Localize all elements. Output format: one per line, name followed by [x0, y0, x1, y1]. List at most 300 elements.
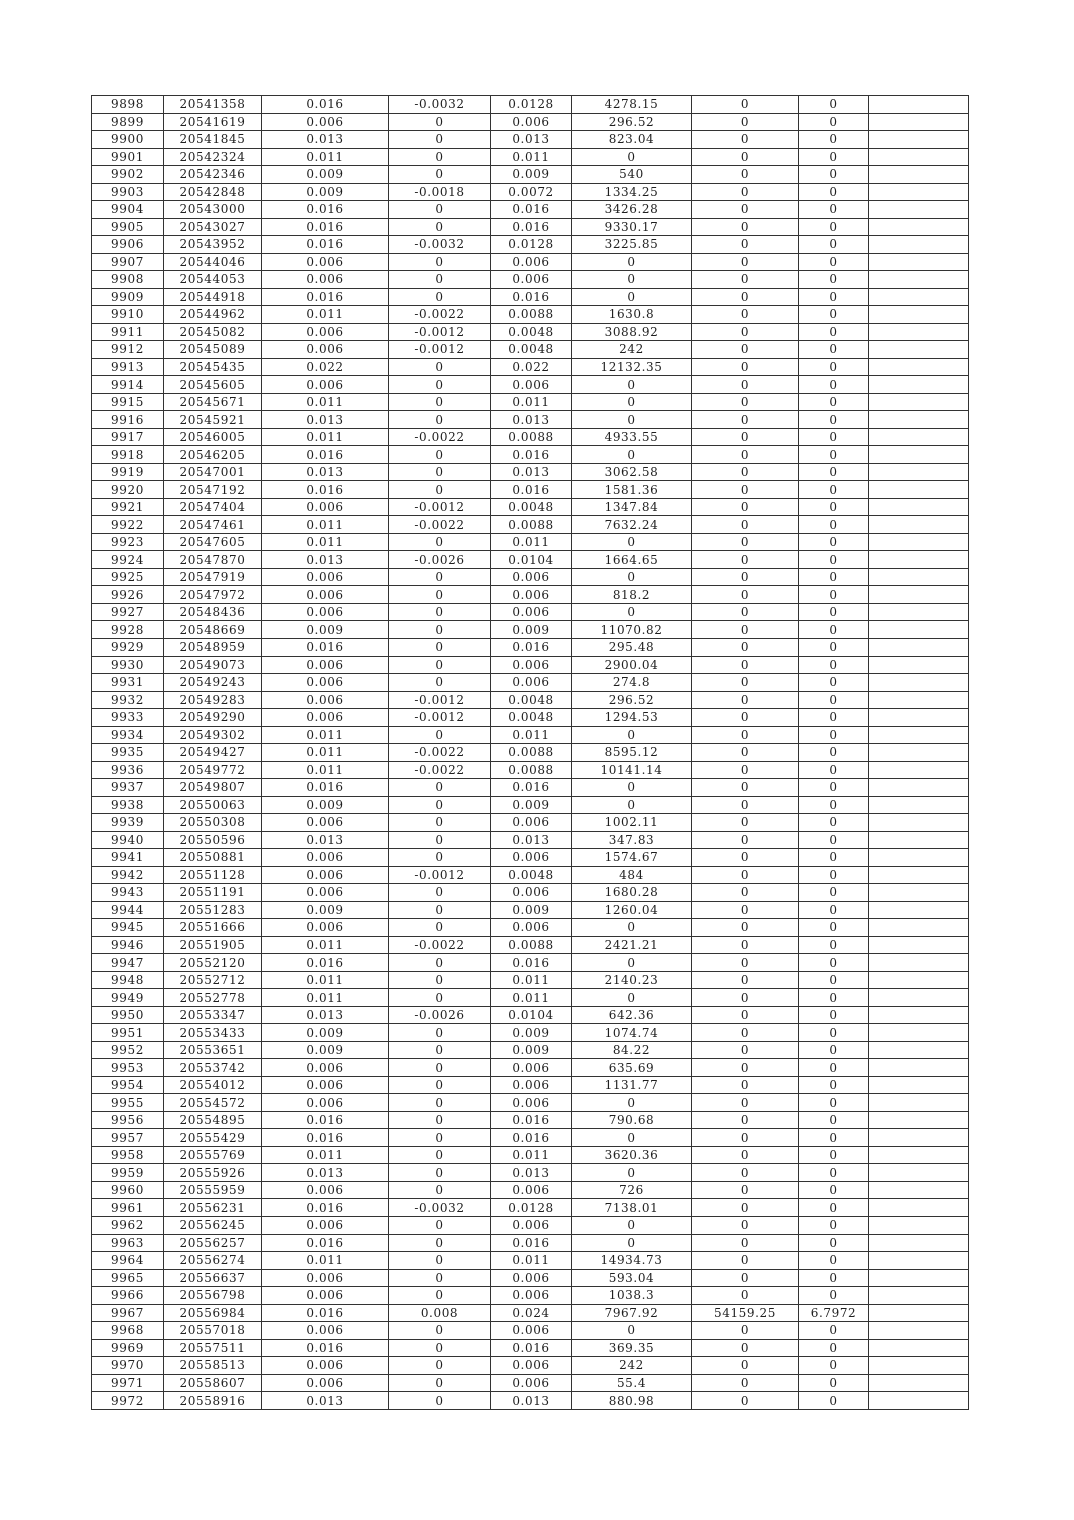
table-cell: 20549807: [164, 779, 262, 797]
table-cell: 0.006: [262, 568, 389, 586]
table-cell: 0: [572, 533, 692, 551]
table-cell: [869, 1374, 969, 1392]
table-cell: [869, 1094, 969, 1112]
table-cell: 0: [799, 113, 869, 131]
table-cell: 0: [389, 1181, 491, 1199]
table-cell: 0: [389, 376, 491, 394]
table-row: [92, 1006, 969, 1024]
table-cell: 20554012: [164, 1076, 262, 1094]
table-cell: 0.006: [491, 253, 572, 271]
table-cell: 0: [799, 691, 869, 709]
table-cell: 0: [692, 1146, 799, 1164]
table-cell: 0: [692, 621, 799, 639]
table-cell: 9959: [92, 1164, 164, 1182]
table-cell: 0: [799, 516, 869, 534]
table-row: [92, 533, 969, 551]
table-row: [92, 1024, 969, 1042]
table-cell: 1131.77: [572, 1076, 692, 1094]
table-cell: 0: [799, 568, 869, 586]
table-cell: 9907: [92, 253, 164, 271]
table-cell: [869, 323, 969, 341]
table-cell: 0: [692, 551, 799, 569]
table-cell: 0.006: [491, 849, 572, 867]
table-cell: 0.0128: [491, 1199, 572, 1217]
table-row: [92, 358, 969, 376]
table-cell: 0: [692, 691, 799, 709]
table-cell: 0: [799, 1252, 869, 1270]
table-cell: 0.016: [262, 236, 389, 254]
table-cell: 20544962: [164, 306, 262, 324]
table-cell: 9938: [92, 796, 164, 814]
table-cell: 0: [799, 831, 869, 849]
table-cell: 20542346: [164, 166, 262, 184]
table-cell: 9965: [92, 1269, 164, 1287]
table-cell: 0: [692, 1374, 799, 1392]
table-row: [92, 1094, 969, 1112]
table-cell: 0: [389, 1059, 491, 1077]
table-cell: 0: [572, 393, 692, 411]
table-cell: 0.006: [262, 691, 389, 709]
table-cell: 0: [389, 201, 491, 219]
table-cell: 0: [389, 1392, 491, 1410]
table-row: [92, 1217, 969, 1235]
table-cell: [869, 674, 969, 692]
table-cell: 0: [692, 183, 799, 201]
table-cell: 20541619: [164, 113, 262, 131]
table-cell: 0: [389, 113, 491, 131]
table-cell: 0.009: [262, 1041, 389, 1059]
table-row: [92, 831, 969, 849]
table-cell: 0.009: [262, 1024, 389, 1042]
table-cell: [869, 1076, 969, 1094]
table-cell: 20557511: [164, 1339, 262, 1357]
table-cell: 0: [389, 218, 491, 236]
table-cell: 20550596: [164, 831, 262, 849]
table-cell: 0: [799, 1269, 869, 1287]
table-row: [92, 446, 969, 464]
table-cell: 0.016: [262, 1129, 389, 1147]
table-cell: -0.0026: [389, 1006, 491, 1024]
table-cell: 0.006: [262, 656, 389, 674]
table-cell: 9943: [92, 884, 164, 902]
table-cell: 0: [572, 1129, 692, 1147]
table-cell: [869, 183, 969, 201]
table-cell: 0.011: [262, 761, 389, 779]
table-cell: 0.016: [491, 1129, 572, 1147]
table-cell: 0: [572, 288, 692, 306]
table-cell: 0: [692, 1287, 799, 1305]
table-cell: 1038.3: [572, 1287, 692, 1305]
table-cell: 7632.24: [572, 516, 692, 534]
table-cell: [869, 1287, 969, 1305]
table-row: [92, 779, 969, 797]
table-cell: 20558916: [164, 1392, 262, 1410]
table-cell: 0.016: [262, 954, 389, 972]
table-cell: 9925: [92, 568, 164, 586]
table-cell: 0: [799, 481, 869, 499]
table-cell: 0.016: [491, 1111, 572, 1129]
table-row: [92, 253, 969, 271]
table-cell: 0: [692, 971, 799, 989]
table-cell: 0: [799, 866, 869, 884]
table-cell: 20549302: [164, 726, 262, 744]
table-cell: 4278.15: [572, 96, 692, 114]
table-cell: 0: [799, 1006, 869, 1024]
table-cell: 0.013: [491, 411, 572, 429]
table-cell: 0.016: [262, 779, 389, 797]
table-row: [92, 1181, 969, 1199]
table-cell: 0: [799, 1322, 869, 1340]
table-cell: 0: [692, 341, 799, 359]
table-cell: 0: [572, 1322, 692, 1340]
table-cell: 0: [389, 1287, 491, 1305]
table-cell: 0: [389, 586, 491, 604]
table-cell: 0: [692, 1164, 799, 1182]
table-row: [92, 1374, 969, 1392]
table-cell: [869, 428, 969, 446]
table-cell: 0.009: [262, 183, 389, 201]
table-cell: 9904: [92, 201, 164, 219]
table-cell: 20545671: [164, 393, 262, 411]
table-cell: 0.016: [491, 481, 572, 499]
table-cell: 0: [692, 306, 799, 324]
table-cell: 0.006: [262, 271, 389, 289]
table-cell: 0.0048: [491, 866, 572, 884]
table-cell: 0: [692, 1269, 799, 1287]
table-cell: 0: [692, 463, 799, 481]
table-cell: [869, 1304, 969, 1322]
table-cell: 0: [692, 1234, 799, 1252]
table-cell: 0: [799, 1181, 869, 1199]
table-cell: 0: [389, 148, 491, 166]
table-cell: 0: [572, 148, 692, 166]
table-cell: 0: [692, 744, 799, 762]
table-cell: 0: [799, 1199, 869, 1217]
table-cell: 3088.92: [572, 323, 692, 341]
table-cell: 1260.04: [572, 901, 692, 919]
table-cell: 0: [389, 1339, 491, 1357]
table-cell: 0: [692, 954, 799, 972]
table-cell: -0.0012: [389, 709, 491, 727]
table-row: [92, 498, 969, 516]
table-cell: 1347.84: [572, 498, 692, 516]
table-cell: 9948: [92, 971, 164, 989]
table-row: [92, 621, 969, 639]
table-cell: 0.0088: [491, 306, 572, 324]
table-cell: 9957: [92, 1129, 164, 1147]
table-cell: 1581.36: [572, 481, 692, 499]
table-cell: 9909: [92, 288, 164, 306]
table-cell: [869, 1146, 969, 1164]
table-cell: 642.36: [572, 1006, 692, 1024]
table-cell: 0: [692, 779, 799, 797]
table-cell: 0.006: [491, 1287, 572, 1305]
table-cell: 0.009: [491, 1041, 572, 1059]
table-cell: 7138.01: [572, 1199, 692, 1217]
table-cell: 0.011: [262, 428, 389, 446]
table-cell: 20548436: [164, 603, 262, 621]
table-cell: 7967.92: [572, 1304, 692, 1322]
table-cell: [869, 936, 969, 954]
table-cell: 0: [572, 796, 692, 814]
table-cell: 0.006: [491, 656, 572, 674]
table-cell: 20543027: [164, 218, 262, 236]
table-cell: 0.0088: [491, 936, 572, 954]
table-cell: 0: [389, 533, 491, 551]
table-cell: 0.016: [491, 1234, 572, 1252]
table-cell: [869, 463, 969, 481]
table-cell: 9922: [92, 516, 164, 534]
table-cell: [869, 989, 969, 1007]
table-cell: 0: [692, 586, 799, 604]
table-row: [92, 1076, 969, 1094]
table-cell: 0.006: [262, 1374, 389, 1392]
table-cell: 0: [799, 1041, 869, 1059]
table-cell: [869, 656, 969, 674]
table-cell: -0.0012: [389, 866, 491, 884]
table-cell: -0.0022: [389, 936, 491, 954]
table-cell: 0: [799, 131, 869, 149]
table-cell: 347.83: [572, 831, 692, 849]
table-cell: 0.008: [389, 1304, 491, 1322]
table-cell: 20547192: [164, 481, 262, 499]
table-cell: 9920: [92, 481, 164, 499]
table-cell: 0.006: [491, 884, 572, 902]
table-cell: 0: [799, 761, 869, 779]
table-cell: 1334.25: [572, 183, 692, 201]
table-cell: [869, 726, 969, 744]
table-cell: 0: [389, 849, 491, 867]
table-cell: 0.006: [491, 1322, 572, 1340]
table-cell: 0: [572, 376, 692, 394]
table-cell: 0.0048: [491, 691, 572, 709]
table-cell: 0.016: [262, 1234, 389, 1252]
table-cell: 1664.65: [572, 551, 692, 569]
table-row: [92, 131, 969, 149]
table-row: [92, 551, 969, 569]
table-cell: 0: [692, 236, 799, 254]
table-cell: 0.0128: [491, 236, 572, 254]
table-cell: 1680.28: [572, 884, 692, 902]
table-row: [92, 586, 969, 604]
table-cell: 0: [799, 218, 869, 236]
table-cell: [869, 779, 969, 797]
table-cell: 9967: [92, 1304, 164, 1322]
table-cell: 0: [389, 901, 491, 919]
table-cell: 0.011: [262, 533, 389, 551]
table-cell: 20549073: [164, 656, 262, 674]
table-cell: 0.016: [262, 218, 389, 236]
table-cell: 880.98: [572, 1392, 692, 1410]
table-cell: [869, 1357, 969, 1375]
table-cell: 0.006: [262, 814, 389, 832]
table-cell: 0: [692, 1392, 799, 1410]
table-cell: 9960: [92, 1181, 164, 1199]
table-cell: 274.8: [572, 674, 692, 692]
table-cell: 0: [389, 603, 491, 621]
table-cell: 9912: [92, 341, 164, 359]
table-cell: [869, 376, 969, 394]
table-cell: 0: [572, 1217, 692, 1235]
table-cell: [869, 1392, 969, 1410]
table-cell: 20547001: [164, 463, 262, 481]
table-cell: 0.024: [491, 1304, 572, 1322]
table-cell: 0: [799, 1392, 869, 1410]
table-cell: 0: [389, 831, 491, 849]
table-cell: [869, 621, 969, 639]
table-cell: 0: [572, 779, 692, 797]
table-cell: 3062.58: [572, 463, 692, 481]
table-cell: 0.011: [262, 726, 389, 744]
table-cell: 0.0104: [491, 1006, 572, 1024]
table-cell: 0.0088: [491, 516, 572, 534]
table-cell: -0.0012: [389, 323, 491, 341]
table-cell: 0.006: [262, 341, 389, 359]
table-cell: 0.011: [491, 533, 572, 551]
table-cell: [869, 393, 969, 411]
table-cell: 0: [389, 796, 491, 814]
table-cell: 0: [389, 1041, 491, 1059]
table-cell: 0: [799, 989, 869, 1007]
table-cell: 0.006: [262, 1094, 389, 1112]
table-cell: 0.006: [262, 1269, 389, 1287]
table-cell: 0.006: [262, 709, 389, 727]
table-cell: 0: [799, 1076, 869, 1094]
table-row: [92, 1041, 969, 1059]
table-cell: 0: [692, 989, 799, 1007]
table-cell: [869, 866, 969, 884]
table-cell: 0: [799, 954, 869, 972]
table-cell: 0.009: [262, 166, 389, 184]
table-cell: 20558513: [164, 1357, 262, 1375]
table-cell: 9958: [92, 1146, 164, 1164]
table-cell: 20550063: [164, 796, 262, 814]
table-cell: 9908: [92, 271, 164, 289]
table-cell: 9964: [92, 1252, 164, 1270]
table-cell: 12132.35: [572, 358, 692, 376]
table-cell: 0: [799, 1129, 869, 1147]
table-cell: 0.006: [491, 603, 572, 621]
table-cell: 20544053: [164, 271, 262, 289]
table-cell: 0: [692, 1252, 799, 1270]
table-cell: [869, 568, 969, 586]
table-cell: 20553347: [164, 1006, 262, 1024]
table-cell: 0.013: [262, 1392, 389, 1410]
table-cell: 9945: [92, 919, 164, 937]
table-cell: [869, 1199, 969, 1217]
table-cell: [869, 849, 969, 867]
table-cell: 0: [692, 709, 799, 727]
table-cell: 0: [799, 901, 869, 919]
table-cell: 9926: [92, 586, 164, 604]
table-cell: [869, 884, 969, 902]
table-cell: 242: [572, 1357, 692, 1375]
table-cell: 9919: [92, 463, 164, 481]
table-cell: 0: [799, 323, 869, 341]
table-cell: 0: [389, 638, 491, 656]
table-cell: 0.009: [491, 166, 572, 184]
table-cell: 0: [389, 989, 491, 1007]
table-cell: 0.011: [491, 148, 572, 166]
table-cell: 0.0048: [491, 341, 572, 359]
table-cell: [869, 218, 969, 236]
table-row: [92, 1287, 969, 1305]
table-cell: -0.0026: [389, 551, 491, 569]
table-cell: [869, 971, 969, 989]
table-cell: 0: [389, 1252, 491, 1270]
table-cell: 9902: [92, 166, 164, 184]
table-cell: [869, 236, 969, 254]
table-cell: 0: [389, 358, 491, 376]
table-cell: 0: [692, 481, 799, 499]
table-cell: 0.016: [491, 288, 572, 306]
table-cell: 11070.82: [572, 621, 692, 639]
table-cell: 0.006: [262, 323, 389, 341]
table-row: [92, 1357, 969, 1375]
table-cell: [869, 919, 969, 937]
table-cell: 0.006: [491, 674, 572, 692]
table-cell: 9901: [92, 148, 164, 166]
table-cell: 9939: [92, 814, 164, 832]
table-cell: [869, 498, 969, 516]
table-cell: 8595.12: [572, 744, 692, 762]
table-cell: 3620.36: [572, 1146, 692, 1164]
table-row: [92, 1322, 969, 1340]
table-cell: 1630.8: [572, 306, 692, 324]
table-cell: 20545921: [164, 411, 262, 429]
table-cell: 0: [692, 936, 799, 954]
table-cell: 296.52: [572, 691, 692, 709]
table-cell: 0: [572, 919, 692, 937]
table-cell: 0.006: [491, 1357, 572, 1375]
table-cell: 0: [692, 393, 799, 411]
table-cell: 0: [799, 358, 869, 376]
table-cell: 0: [692, 271, 799, 289]
table-cell: 20557018: [164, 1322, 262, 1340]
table-cell: 20558607: [164, 1374, 262, 1392]
table-cell: 0: [692, 814, 799, 832]
table-cell: 0: [692, 1111, 799, 1129]
table-cell: 0.013: [262, 411, 389, 429]
table-cell: 0: [799, 183, 869, 201]
table-cell: 0: [799, 1164, 869, 1182]
table-row: [92, 1269, 969, 1287]
table-cell: 0: [692, 113, 799, 131]
table-cell: 0.016: [491, 1339, 572, 1357]
table-cell: [869, 1024, 969, 1042]
table-cell: 9929: [92, 638, 164, 656]
table-cell: 0: [572, 954, 692, 972]
table-cell: 0: [799, 166, 869, 184]
table-cell: 20549427: [164, 744, 262, 762]
table-row: [92, 148, 969, 166]
table-cell: [869, 288, 969, 306]
table-cell: 0: [799, 1339, 869, 1357]
table-cell: 369.35: [572, 1339, 692, 1357]
table-cell: 9930: [92, 656, 164, 674]
table-cell: [869, 1217, 969, 1235]
table-cell: 0.016: [491, 218, 572, 236]
table-cell: 0: [389, 271, 491, 289]
table-cell: 20547605: [164, 533, 262, 551]
table-row: [92, 1252, 969, 1270]
table-cell: 0: [389, 971, 491, 989]
table-cell: 9949: [92, 989, 164, 1007]
table-row: [92, 1129, 969, 1147]
table-cell: 9952: [92, 1041, 164, 1059]
table-row: [92, 884, 969, 902]
table-cell: [869, 586, 969, 604]
